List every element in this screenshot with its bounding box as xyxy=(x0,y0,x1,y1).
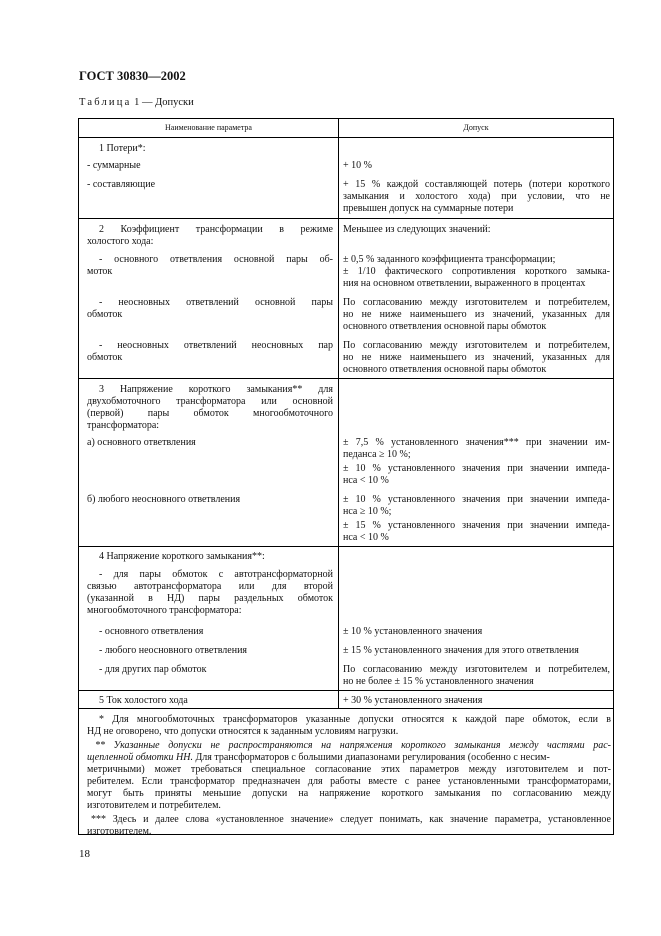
row3-b-param: б) любого неосновного ответвления xyxy=(87,494,241,505)
row4-title: 4 Напряжение короткого замыкания**: xyxy=(99,551,265,562)
row4-sub-l1: - для пары обмоток с автотрансформаторной xyxy=(99,569,333,580)
footnote-2-l2 xyxy=(87,752,550,764)
row-divider xyxy=(79,690,613,691)
row2-b-tol-l3: основного ответвления основной пары обмоток xyxy=(343,321,547,332)
column-divider xyxy=(338,119,339,708)
table-header xyxy=(79,119,613,138)
caption-label: Таблица xyxy=(79,97,132,108)
footnote-2-l5: могут быть приняты меньшие допуски на напряжение короткого замыкания по согласованию между xyxy=(87,788,611,799)
row3-b-tol2-l1: ± 15 % установленного значения при значении импеда- xyxy=(343,520,610,531)
row2-b-param-l1: - неосновных ответвлений основной пары xyxy=(99,297,333,308)
row3-title-l1: 3 Напряжение короткого замыкания** для xyxy=(99,384,333,395)
footnote-2-l6: изготовителем и потребителем. xyxy=(87,800,221,811)
row3-a-tol1-l1: ± 7,5 % установленного значения*** при значении им- xyxy=(343,437,610,448)
row3-title-l3: (первой) пары обмоток многообмоточного xyxy=(87,408,333,419)
row4-c-param: - для других пар обмоток xyxy=(99,664,207,675)
footnote-3-l1: *** Здесь и далее слова «установленное значение» следует понимать, как значение параметра, установленное xyxy=(91,814,611,825)
row1-title: 1 Потери*: xyxy=(99,143,146,154)
row3-a-tol2-l1: ± 10 % установленного значения при значении импеда- xyxy=(343,463,610,474)
tolerance-table xyxy=(78,118,614,835)
row2-a-tol1: ± 0,5 % заданного коэффициента трансформации; xyxy=(343,254,556,265)
row4-b-param: - любого неосновного ответвления xyxy=(99,645,248,656)
row-divider xyxy=(79,546,613,547)
row4-sub-l2: связью автотрансформатора или для второй xyxy=(87,581,333,592)
column-header-tolerance: Допуск xyxy=(463,123,489,132)
footnote-2-l1: ** Указанные допуски не распространяются на напряжения короткого замыкания между частями рас- xyxy=(95,740,611,751)
footnote-1-l1: * Для многообмоточных трансформаторов указанные допуски относятся к каждой паре обмоток, если в xyxy=(99,714,611,725)
row5-param: 5 Ток холостого хода xyxy=(99,695,188,706)
row2-b-tol-l2: но не ниже наименьшего из значений, указанных для xyxy=(343,309,610,320)
row3-a-tol1-l2: педанса ≥ 10 %; xyxy=(343,449,411,460)
row1-sum-tol: + 10 % xyxy=(343,160,372,171)
row2-b-tol-l1: По согласованию между изготовителем и потребителем, xyxy=(343,297,610,308)
row2-b-param-l2: обмоток xyxy=(87,309,123,320)
row2-a-param-l2: моток xyxy=(87,266,113,277)
caption-title: 1 — Допуски xyxy=(131,97,194,108)
footnote-2-l3: метричными) может требоваться специальное согласование этих параметров между изготовителем и пот- xyxy=(87,764,611,775)
row2-intro: Меньшее из следующих значений: xyxy=(343,224,491,235)
row-divider xyxy=(79,378,613,379)
row3-a-tol2-l2: нса < 10 % xyxy=(343,475,389,486)
row4-sub-l3: (указанной в НД) пары раздельных обмоток xyxy=(87,593,333,604)
row5-tol: + 30 % установленного значения xyxy=(343,695,483,706)
row4-b-tol: ± 15 % установленного значения для этого ответвления xyxy=(343,645,579,656)
row2-c-param-l1: - неосновных ответвлений неосновных пар xyxy=(99,340,333,351)
row-divider xyxy=(79,218,613,219)
row3-title-l2: двухобмоточного трансформатора или основной xyxy=(87,396,333,407)
row3-b-tol1-l2: нса ≥ 10 %; xyxy=(343,506,392,517)
row4-c-tol-l1: По согласованию между изготовителем и потребителем, xyxy=(343,664,610,675)
row2-title-l1: 2 Коэффициент трансформации в режиме xyxy=(99,224,333,235)
footnote-2-rest: Для трансформаторов с большими диапазонами регулирования (особенно с несим- xyxy=(192,752,550,763)
row3-b-tol2-l2: нса < 10 % xyxy=(343,532,389,543)
document-id: ГОСТ 30830—2002 xyxy=(79,69,186,83)
footnote-1-l2: НД не оговорено, что допуски относятся к заданным условиям нагрузки. xyxy=(87,726,399,737)
row-divider xyxy=(79,708,613,709)
column-header-parameter: Наименование параметра xyxy=(165,123,252,132)
row3-title-l4: трансформатора: xyxy=(87,420,160,431)
row1-comp-tol-l3: превышен допуск на суммарные потери xyxy=(343,203,514,214)
row2-a-tol2-l1: ± 1/10 фактического сопротивления короткого замыка- xyxy=(343,266,610,277)
row2-c-tol-l3: основного ответвления основной пары обмоток xyxy=(343,364,547,375)
row3-b-tol1-l1: ± 10 % установленного значения при значении импеда- xyxy=(343,494,610,505)
row4-c-tol-l2: но не более ± 15 % установленного значения xyxy=(343,676,534,687)
row2-c-param-l2: обмоток xyxy=(87,352,123,363)
row3-a-param: а) основного ответвления xyxy=(87,437,196,448)
row1-comp-param: - составляющие xyxy=(87,179,156,190)
footnote-2-italic-end: щепленной обмотки НН. xyxy=(87,752,193,763)
table-caption xyxy=(79,97,194,108)
row2-a-param-l1: - основного ответвления основной пары об- xyxy=(99,254,333,265)
row1-comp-tol-l1: + 15 % каждой составляющей потерь (потери короткого xyxy=(343,179,610,190)
page-number: 18 xyxy=(79,848,90,860)
footnote-3-l2: изготовителем. xyxy=(87,826,152,837)
row4-a-param: - основного ответвления xyxy=(99,626,204,637)
row2-title-l2: холостого хода: xyxy=(87,236,154,247)
row2-a-tol2-l2: ния на основном ответвлении, выраженного в процентах xyxy=(343,278,586,289)
row1-comp-tol-l2: замыкания и холостого хода) при условии, что не xyxy=(343,191,610,202)
row2-c-tol-l1: По согласованию между изготовителем и потребителем, xyxy=(343,340,610,351)
footnote-2-l4: ребителем. Если трансформатор предназначен для работы вместе с ранее установленными трансформаторами, xyxy=(87,776,611,787)
row1-sum-param: - суммарные xyxy=(87,160,141,171)
row2-c-tol-l2: но не ниже наименьшего из значений, указанных для xyxy=(343,352,610,363)
row4-sub-l4: многообмоточного трансформатора: xyxy=(87,605,242,616)
row4-a-tol: ± 10 % установленного значения xyxy=(343,626,483,637)
